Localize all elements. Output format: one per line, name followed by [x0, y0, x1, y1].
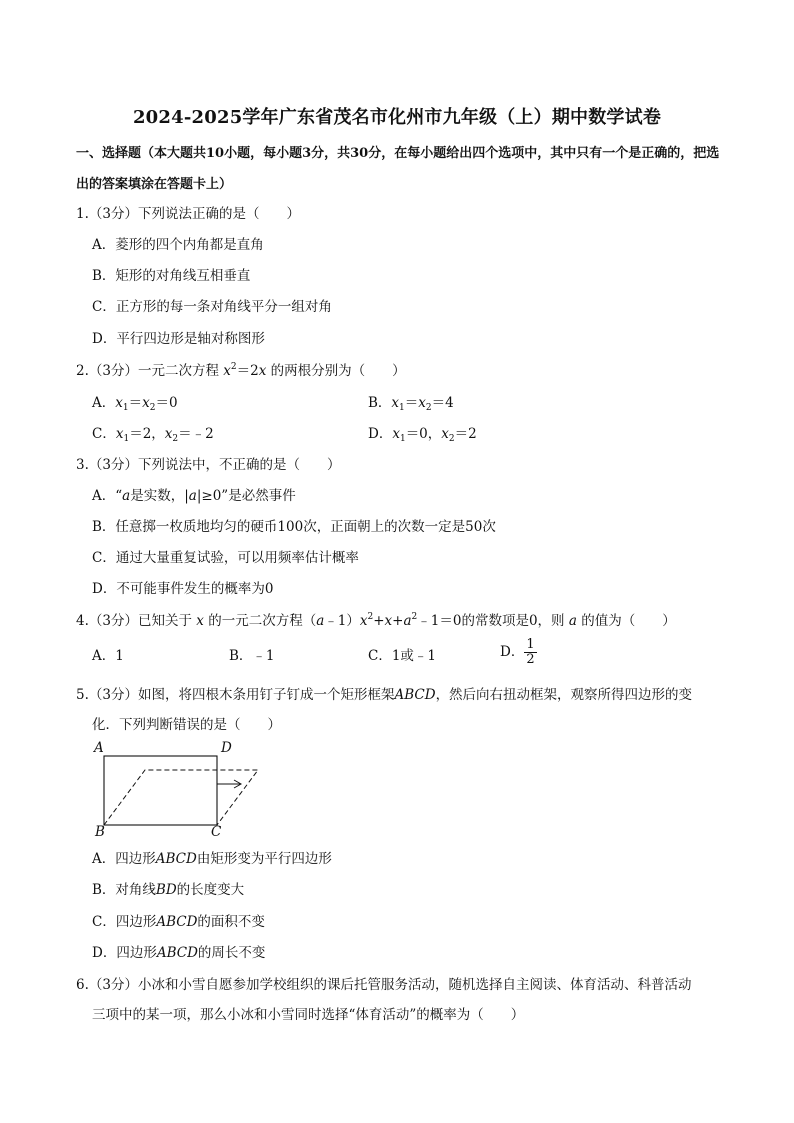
rectangle-frame [104, 756, 217, 825]
q2-stem: 2.（3分）一元二次方程 $x^2=2x$ 的两根分别为（ ） [76, 362, 406, 379]
q4-stem-a: 4.（3分）已知关于 [76, 613, 192, 629]
q5-b-post: 的长度变大 [176, 882, 245, 898]
figure-label-a: A [94, 740, 104, 756]
q1-stem: 1.（3分）下列说法正确的是（ ） [76, 206, 300, 222]
q3-option-a: A．“a是实数，|a|≥0”是必然事件 [92, 488, 296, 504]
q4-option-a: A．1 [92, 648, 124, 664]
q1-option-c: C．正方形的每一条对角线平分一组对角 [92, 299, 332, 315]
q5-stem-line2: 化．下列判断错误的是（ ） [92, 717, 281, 733]
q5-c-abcd: ABCD [156, 914, 198, 930]
q4-option-c: C．1或﹣1 [368, 648, 437, 664]
q4-d-numerator: 1 [526, 637, 535, 652]
q5-option-c [92, 913, 265, 931]
q4-d-label: D． [500, 644, 525, 660]
q5-c-post: 的面积不变 [197, 914, 265, 930]
figure-label-b: B [95, 824, 105, 840]
q4-stem-b: 的一元二次方程（ [208, 613, 317, 629]
q5-a-pre: A．四边形 [92, 851, 156, 867]
q5-stem-line1 [76, 686, 692, 704]
q2-stem-c: 的两根分别为（ ） [270, 363, 406, 379]
q4-d-fraction [524, 638, 536, 667]
q2-option-d-label: D． [368, 426, 393, 442]
figure-label-c: C [211, 824, 222, 840]
q1-option-b: B．矩形的对角线互相垂直 [92, 268, 251, 284]
q4-stem-e: 的值为（ ） [581, 613, 676, 629]
q5-option-d [92, 944, 265, 962]
q4-d-denominator: 2 [526, 652, 535, 667]
page-title: 2024-2025学年广东省茂名市化州市九年级（上）期中数学试卷 [132, 107, 662, 128]
q3-stem: 3.（3分）下列说法中，不正确的是（ ） [76, 457, 341, 473]
q2-option-c: C．$x_1=2$，$x_2=﹣2$ [92, 426, 214, 444]
q5-stem-a: 5.（3分）如图，将四根木条用钉子钉成一个矩形框架 [76, 687, 395, 703]
q3-option-b: B．任意掷一枚质地均匀的硬币100次，正面朝上的次数一定是50次 [92, 519, 496, 535]
q4-stem-d: ﹣1＝0的常数项是0，则 [417, 613, 565, 629]
parallelogram-dashed [104, 770, 258, 825]
q5-d-abcd: ABCD [156, 945, 198, 961]
q5-a-abcd: ABCD [155, 851, 197, 867]
section-heading: 一、选择题（本大题共10小题，每小题3分，共30分，在每小题给出四个选项中，其中只有一个是正确的，把选出的答案填涂在答题卡上） [76, 146, 720, 192]
q3-a-post: |≥0”是必然事件 [196, 488, 296, 504]
q2-option-b-label: B． [368, 395, 392, 411]
q5-figure [90, 740, 270, 840]
q3-a-mid: 是实数，| [130, 488, 189, 504]
q2-option-d: D．$x_1=0$，$x_2=2$ [368, 426, 477, 444]
q6-stem-line1: 6.（3分）小冰和小雪自愿参加学校组织的课后托管服务活动，随机选择自主阅读、体育活动、科普活动 [76, 977, 692, 993]
q5-stem-abcd: ABCD [394, 687, 436, 703]
q6-stem-line2: 三项中的某一项，那么小冰和小雪同时选择“体育活动”的概率为（ ） [92, 1007, 525, 1023]
q5-stem-b: ，然后向右扭动框架，观察所得四边形的变 [435, 687, 693, 703]
q2-option-a-label: A． [92, 395, 116, 411]
q1-option-a: A．菱形的四个内角都是直角 [92, 237, 264, 253]
q3-option-c: C．通过大量重复试验，可以用频率估计概率 [92, 550, 359, 566]
q4-stem: 4.（3分）已知关于 x 的一元二次方程$(a﹣1)x^2+x+a^2﹣1=0$的常数项是0，则 a 的值为（ ） [76, 612, 676, 629]
q2-option-a: A．$x_1=x_2=0$ [92, 395, 178, 413]
q2-stem-b: ＝2 [236, 363, 259, 379]
q5-a-post: 由矩形变为平行四边形 [196, 851, 332, 867]
q4-stem-c: ﹣1） [324, 613, 360, 629]
q5-d-pre: D．四边形 [92, 945, 157, 961]
q5-d-post: 的周长不变 [197, 945, 266, 961]
q2-stem-a: 2.（3分）一元二次方程 [76, 363, 224, 379]
q5-b-pre: B．对角线 [92, 882, 156, 898]
q5-c-pre: C．四边形 [92, 914, 157, 930]
q4-option-b: B．﹣1 [229, 648, 275, 664]
q2-option-b: B．$x_1=x_2=4$ [368, 395, 454, 413]
q5-b-bd: BD [155, 882, 177, 898]
q1-option-d: D．平行四边形是轴对称图形 [92, 331, 265, 347]
q5-option-b [92, 881, 244, 899]
figure-label-d: D [221, 740, 232, 756]
q3-option-d: D．不可能事件发生的概率为0 [92, 581, 274, 597]
q4-option-d [500, 638, 537, 667]
q2-option-c-label: C． [92, 426, 116, 442]
q5-option-a [92, 850, 332, 868]
q3-a-pre: A．“ [92, 488, 123, 504]
